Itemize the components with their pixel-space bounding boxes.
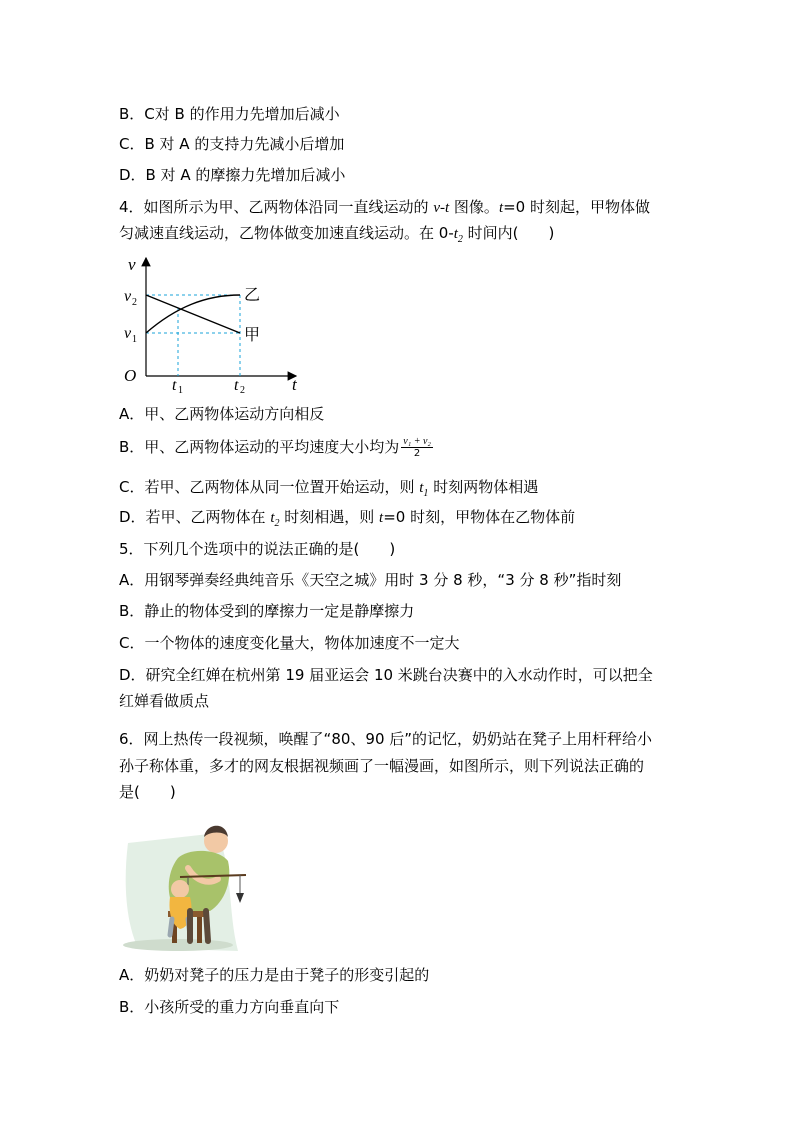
q4-stem-text: 4．如图所示为甲、乙两物体沿同一直线运动的 (119, 198, 434, 216)
q4-option-d-sub: 2 (274, 518, 280, 529)
q5-stem: 5．下列几个选项中的说法正确的是( ) (119, 540, 396, 558)
fraction-numerator: v₁ + v₂ (403, 436, 431, 447)
origin-label: O (124, 366, 137, 385)
q4-stem-vt: v-t (433, 200, 450, 216)
label-jia: 甲 (244, 325, 261, 344)
q4-stem-text: 图像。 (449, 198, 499, 216)
v1-subscript: 1 (132, 334, 137, 345)
q4-option-d-t: t (270, 510, 275, 526)
q5-option-a: A．用钢琴弹奏经典纯音乐《天空之城》用时 3 分 8 秒，“3 分 8 秒”指时刻 (119, 571, 622, 589)
q3-option-b: B．C对 B 的作用力先增加后减小 (119, 105, 340, 123)
axis-t-label: t (292, 375, 297, 394)
fraction-denominator: 2 (413, 448, 421, 459)
q4-option-d-text: =0 时刻，甲物体在乙物体前 (383, 508, 576, 526)
q4-option-c-text: C．若甲、乙两物体从同一位置开始运动，则 (119, 478, 420, 496)
q4-stem-line2 (119, 222, 554, 251)
q4-option-b-text: B．甲、乙两物体运动的平均速度大小均为 (119, 438, 400, 456)
t2-subscript: 2 (240, 385, 245, 394)
label-yi: 乙 (244, 285, 261, 304)
t1-subscript: 1 (178, 385, 183, 394)
q6-stem-line2: 孙子称体重，多才的网友根据视频画了一幅漫画，如图所示，则下列说法正确的 (119, 757, 645, 775)
q3-option-d: D．B 对 A 的摩擦力先增加后减小 (119, 166, 346, 184)
q4-option-d (119, 506, 575, 535)
fraction (401, 436, 433, 459)
q4-option-a: A．甲、乙两物体运动方向相反 (119, 405, 325, 423)
q4-stem-text: 匀减速直线运动，乙物体做变加速直线运动。在 0- (119, 224, 454, 242)
q4-option-c (119, 476, 538, 505)
q4-option-c-sub: 1 (423, 488, 429, 499)
v2-subscript: 2 (132, 297, 137, 308)
q5-option-d-line2: 红婵看做质点 (119, 692, 210, 710)
q4-stem-t2: t (453, 226, 458, 242)
ground-shadow (123, 939, 233, 951)
child-head (171, 880, 189, 898)
q5-option-d-line1: D．研究全红婵在杭州第 19 届亚运会 10 米跳台决赛中的入水动作时，可以把全 (119, 666, 653, 684)
q4-option-d-text: D．若甲、乙两物体在 (119, 508, 271, 526)
q4-stem-text: =0 时刻起，甲物体做 (503, 198, 650, 216)
q4-option-b (119, 436, 433, 459)
v1-label: v (124, 325, 132, 342)
q6-stem-line1: 6．网上热传一段视频，唤醒了“80、90 后”的记忆，奶奶站在凳子上用杆秤给小 (119, 730, 653, 748)
curve-jia (146, 295, 240, 333)
q4-option-d-text: 时刻相遇，则 (279, 508, 380, 526)
q5-option-c: C．一个物体的速度变化量大，物体加速度不一定大 (119, 634, 460, 652)
q4-option-c-t: t (419, 480, 424, 496)
q6-stem-line3: 是( ) (119, 783, 176, 801)
grandma-steelyard-illustration (118, 813, 260, 953)
q4-stem-line1 (119, 196, 650, 219)
q4-stem-t2-sub: 2 (457, 234, 463, 245)
q6-option-b: B．小孩所受的重力方向垂直向下 (119, 998, 340, 1016)
q4-option-d-t0: t (379, 510, 384, 526)
axis-v-label: v (128, 255, 136, 274)
q6-option-a: A．奶奶对凳子的压力是由于凳子的形变引起的 (119, 966, 430, 984)
vt-graph (116, 252, 316, 394)
v2-label: v (124, 288, 132, 305)
stool-leg (197, 917, 202, 943)
q4-stem-t: t (498, 200, 504, 216)
q5-option-b: B．静止的物体受到的摩擦力一定是静摩擦力 (119, 602, 415, 620)
q4-option-c-text: 时刻两物体相遇 (428, 478, 539, 496)
q4-stem-text: 时间内( ) (462, 224, 555, 242)
t1-label: t (172, 377, 177, 394)
t2-label: t (234, 377, 239, 394)
q3-option-c: C．B 对 A 的支持力先减小后增加 (119, 135, 345, 153)
